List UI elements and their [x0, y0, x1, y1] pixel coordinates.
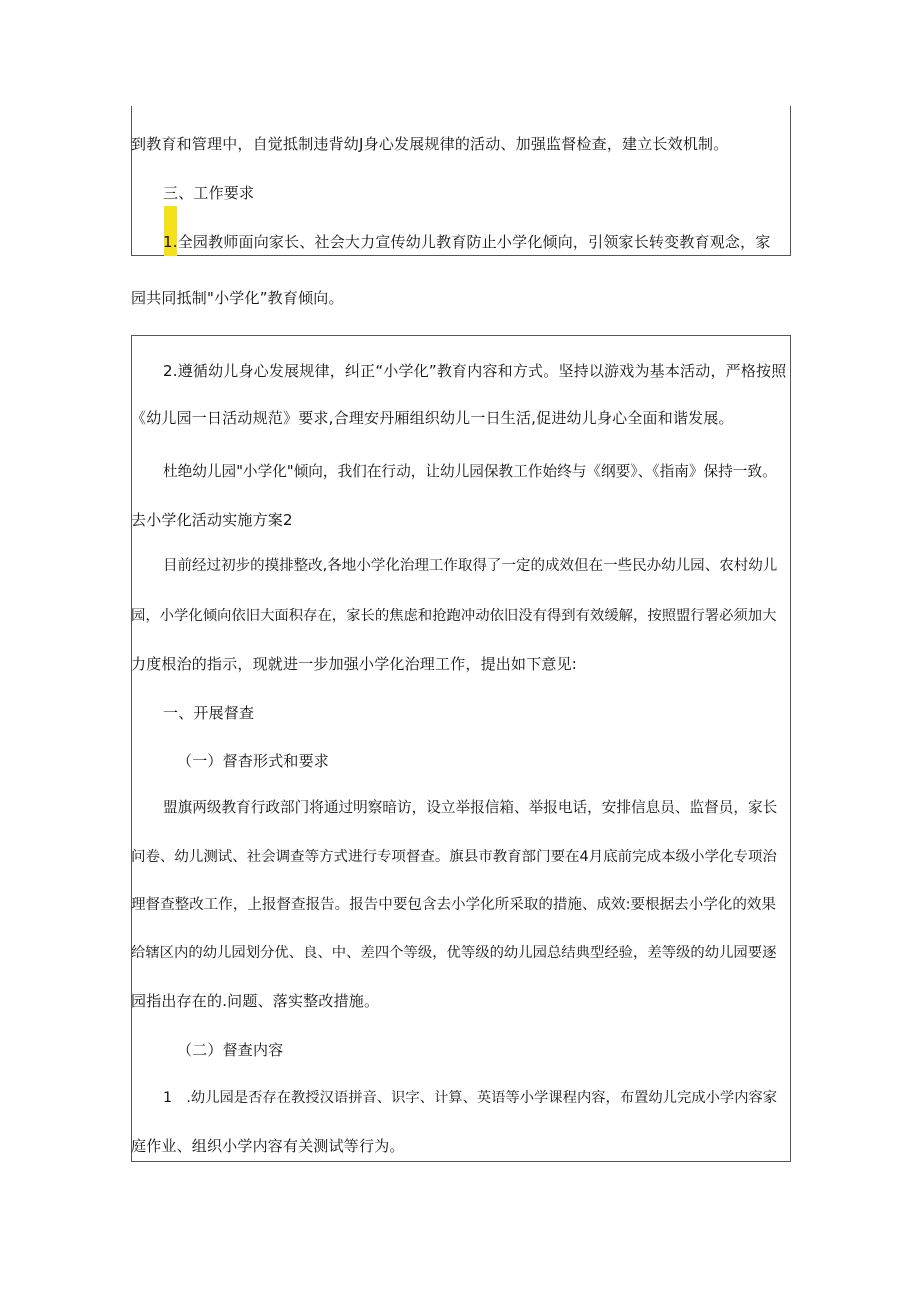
paragraph-line: 问卷、幼儿测试、社会调查等方式进行专项督查。旗县市教育部门要在4月底前完成本级小学化专项治 [131, 849, 777, 865]
paragraph-line: 园，小学化倾向依旧大面积存在，家长的焦虑和抢跑冲动依旧没有得到有效缓解，按照盟行署必须加大 [131, 608, 777, 624]
paragraph-line: 到教育和管理中，自觉抵制违背幼J身心发展规律的活动、加强监督检查，建立长效机制。 [131, 135, 729, 153]
paragraph-line: 园指出存在的.问题、落实整改措施。 [131, 992, 380, 1010]
subsection-heading: （一）督杳形式和要求 [177, 752, 330, 770]
paragraph-line: 庭作业、组织小学内容有关测试等行为。 [131, 1137, 405, 1155]
section-heading: 一、开展督查 [163, 704, 255, 722]
paragraph-line: 给辖区内的幼儿园划分优、良、中、差四个等级，优等级的幼儿园总结典型经验，差等级的幼儿园要逐 [131, 945, 777, 961]
paragraph-line: 理督查整改工作，上报督查报告。报告中要包含去小学化所采取的措施、成效:要根据去小学化的效果 [131, 896, 776, 913]
paragraph-line: 1 .幼儿园是否存在教授汉语拼音、识字、计算、英语等小学课程内容，布置幼儿完成小学内容家 [163, 1090, 778, 1106]
paragraph-line: 目前经过初步的摸排整改,各地小学化治理工作取得了一定的成效但在一些民办幼儿园、农村幼儿 [163, 558, 778, 574]
paragraph-line: 盟旗两级教育行政部门将通过明察暗访，设立举报信箱、举报电话，安排信息员、监督员，家长 [163, 799, 778, 816]
paragraph-line: 《幼儿园一日活动规范》要求,合理安丹厢组织幼儿一日生活,促进幼儿身心全面和谐发展。 [131, 409, 734, 427]
list-item-1-overlay: 1.全园教师面向家长、社会大力宣传幼儿教育防止小学化倾向，引领家长转变教育观念，家 [163, 233, 771, 251]
subsection-heading: （二）督查内容 [177, 1041, 284, 1059]
paragraph-line: 2.遵循幼儿身心发展规律，纠正“小学化”教育内容和方式。坚持以游戏为基本活动，严格按照 [163, 362, 787, 380]
paragraph-line: 园共同抵制"小学化”教育倾向。 [131, 289, 344, 307]
paragraph-line: 杜绝幼儿园"小学化"倾向，我们在行动，让幼儿园保教工作始终与《纲要》、《指南》保持一致。 [163, 463, 777, 480]
section-heading: 三、工作要求 [163, 184, 255, 202]
paragraph-line: 力度根治的指示，现就进一步加强小学化治理工作，提出如下意见: [131, 655, 578, 673]
subtitle: 去小学化活动实施方案2 [131, 511, 293, 529]
text-frame-main [131, 335, 791, 1162]
